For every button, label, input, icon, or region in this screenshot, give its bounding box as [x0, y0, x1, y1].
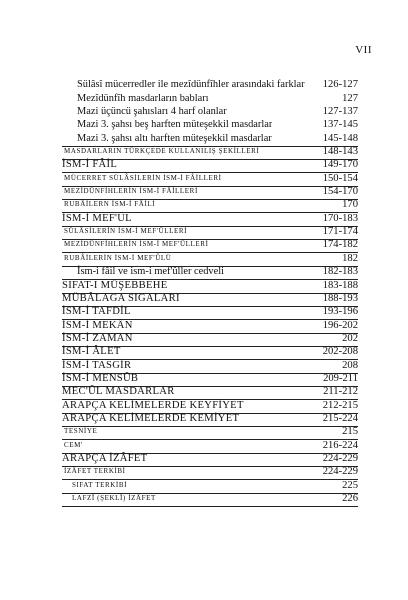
toc-entry [62, 492, 358, 505]
toc-entry [62, 425, 358, 438]
toc-entry-title: Mazi 3. şahsı altı harften müteşekkil masdarlar [77, 132, 272, 144]
toc-entry [62, 251, 358, 264]
toc-entry-title: İSM-İ FÂİL [62, 159, 118, 171]
toc-entry-title: Mazi üçüncü şahısları 4 harf olanlar [77, 106, 227, 118]
toc-entry [62, 345, 358, 358]
toc-entry [62, 211, 358, 224]
toc-entry [62, 318, 358, 331]
toc-entry-pages: 202 [342, 332, 358, 344]
toc-entry-title: TESNİYE [64, 427, 98, 436]
toc-entry-pages: 211-212 [323, 386, 358, 398]
toc-entry-title: MEZİDÜNFİHLERİN İSM-İ FÂİLLERİ [64, 187, 198, 196]
toc-entry-pages: 127 [342, 92, 358, 104]
toc-entry-pages: 148-143 [322, 146, 358, 158]
toc-entry [62, 158, 358, 171]
toc-entry [62, 145, 358, 158]
toc-entry-title: ARAPÇA KELİMELERDE KEYFİYET [62, 399, 244, 411]
toc-entry [62, 332, 358, 345]
toc-entry [62, 171, 358, 184]
toc-entry-title: İsm-i fâil ve ism-i mef'ûller cedveli [77, 266, 225, 278]
toc-entry [62, 292, 358, 305]
toc-entry-pages: 126-127 [322, 79, 358, 91]
toc-entry-title: Mazi 3. şahsı beş harften müteşekkil masdarlar [77, 119, 273, 131]
toc-entry-pages: 174-182 [322, 239, 358, 251]
toc-entry [62, 412, 358, 425]
toc-entry [62, 225, 358, 238]
toc-entry-pages: 216-224 [322, 439, 358, 451]
toc-entry-pages: 224-229 [322, 452, 358, 464]
toc-entry-pages: 171-174 [322, 226, 358, 238]
toc-entry-pages: 182 [342, 252, 358, 264]
toc-entry-pages: 225 [342, 479, 358, 491]
toc-entry-title: SÜLÂSİLERİN İSM-İ MEF'ÛLLERİ [64, 227, 188, 236]
toc-entry-title: SIFAT TERKİBİ [72, 480, 128, 489]
toc-entry-title: MASDARLARIN TÜRKÇEDE KULLANILIŞ ŞEKİLLERİ [64, 147, 260, 156]
toc-entry-title: RUBÂİLERN İSM-İ FÂİLİ [64, 200, 156, 209]
toc-entry-pages: 224-229 [322, 466, 358, 478]
toc-entry-pages: 193-196 [322, 306, 358, 318]
toc-entry-title: İSM-İ TASGİR [62, 359, 132, 371]
toc-entry-title: SIFAT-I MÜŞEBBEHE [62, 279, 168, 291]
toc-entry [62, 118, 358, 131]
toc-entry-pages: 215 [342, 426, 358, 438]
toc-entry [62, 438, 358, 451]
toc-entry-title: İSM-İ TAFDİL [62, 306, 131, 318]
toc-entry-title: İSM-İ ÂLET [62, 346, 121, 358]
toc-entry-pages: 215-224 [322, 412, 358, 424]
toc-entry-title: LAFZÎ (ŞEKLÎ) İZÂFET [72, 494, 156, 502]
toc-entry [62, 91, 358, 104]
toc-entry-title: MÜBÂLAGA SIGALARI [62, 292, 180, 304]
toc-entry [62, 265, 358, 278]
toc-entry [62, 358, 358, 371]
toc-entry-title: İSM-İ MEF'ÛL [62, 212, 132, 224]
toc-entry-title: Mezîdünfîh masdarların babları [77, 92, 209, 104]
toc-entry-title: İSM-İ MENSÛB [62, 372, 139, 384]
toc-entry-pages: 150-154 [322, 172, 358, 184]
toc-entry-title: ARAPÇA KELİMELERDE KEMİYET [62, 412, 240, 424]
toc-entry-title: Sülâsî mücerredler ile mezîdünfîhler arasındaki farklar [77, 79, 305, 91]
toc-entry-title: İSM-İ ZAMAN [62, 332, 133, 344]
toc-entry [62, 185, 358, 198]
toc-entry-pages: 170-183 [322, 212, 358, 224]
toc-entry-pages: 226 [342, 493, 358, 504]
page-number: VII [355, 44, 372, 56]
toc-entry-pages: 154-170 [322, 186, 358, 198]
toc-entry-title: CEM' [64, 440, 83, 449]
toc-entry [62, 478, 358, 491]
toc-entry-pages: 145-148 [322, 132, 358, 144]
toc-entry-title: ARAPÇA İZÂFET [62, 452, 148, 464]
toc-entry [62, 78, 358, 91]
toc-entry-pages: 212-215 [322, 399, 358, 411]
toc-entry [62, 465, 358, 478]
toc-entry-pages: 188-193 [322, 292, 358, 304]
toc-entry [62, 385, 358, 398]
toc-entry [62, 238, 358, 251]
toc-entry-title: MEC'ÛL MASDARLAR [62, 386, 175, 398]
toc-entry [62, 131, 358, 144]
toc-entry-title: RUBÂİLERİN İSM-İ MEF'ÛLÜ [64, 253, 172, 262]
toc-entry [62, 305, 358, 318]
toc-entry-pages: 182-183 [322, 266, 358, 278]
toc-entry-pages: 208 [342, 359, 358, 371]
toc-entry [62, 372, 358, 385]
toc-entry [62, 398, 358, 411]
toc-entry-title: İZÂFET TERKİBİ [64, 467, 126, 476]
table-of-contents [62, 78, 358, 505]
toc-entry-pages: 209-211 [323, 372, 358, 384]
toc-entry-title: MÜCERRET SÜLÂSİLERİN İSM-İ FÂİLLERİ [64, 173, 222, 182]
toc-entry-pages: 137-145 [322, 119, 358, 131]
toc-entry-pages: 183-188 [322, 279, 358, 291]
toc-entry-pages: 170 [342, 199, 358, 211]
toc-entry-title: İSM-İ MEKÂN [62, 319, 133, 331]
toc-entry-pages: 202-208 [322, 346, 358, 358]
toc-entry [62, 198, 358, 211]
toc-entry [62, 278, 358, 291]
toc-entry [62, 105, 358, 118]
toc-entry-title: MEZİDÜNFİHLERİN İSM-İ MEF'ÛLLERİ [64, 240, 209, 249]
toc-entry-pages: 196-202 [322, 319, 358, 331]
toc-entry-pages: 149-170 [322, 159, 358, 171]
toc-entry [62, 452, 358, 465]
toc-entry-pages: 127-137 [322, 106, 358, 118]
